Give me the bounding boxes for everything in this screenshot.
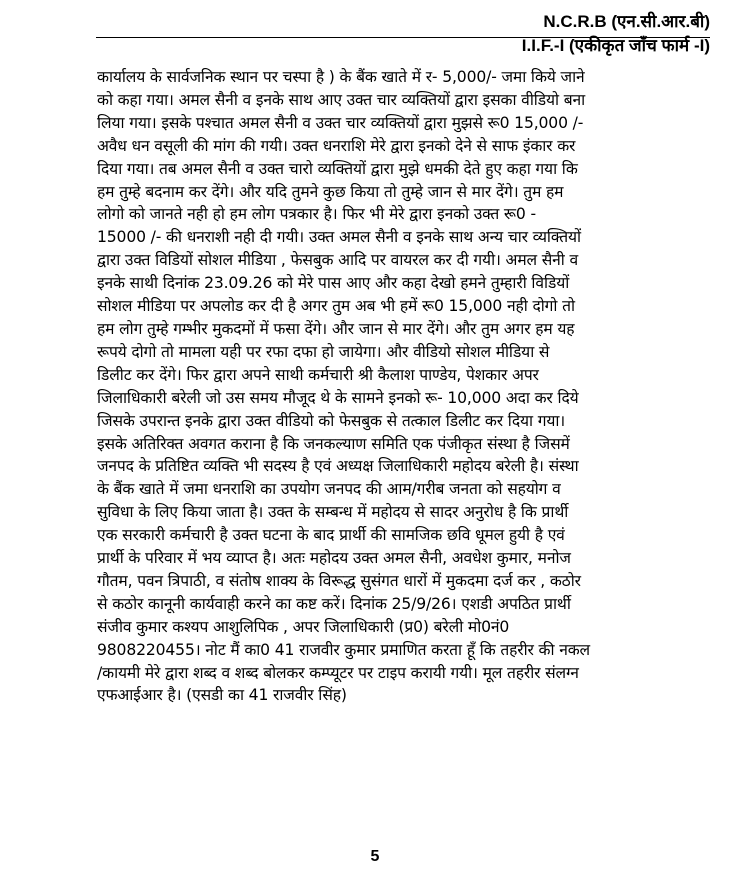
body-line: 9808220455। नोट मैं का0 41 राजवीर कुमार प्रमाणित करता हूँ कि तहरीर की नकल [97,640,590,659]
body-line: डिलीट कर देंगे। फिर द्वारा अपने साथी कर्मचारी श्री कैलाश पाण्डेय, पेशकार अपर [97,365,539,384]
body-line: गौतम, पवन त्रिपाठी, व संतोष शाक्य के विरूद्ध सुसंगत धारों में मुकदमा दर्ज कर , कठोर [97,571,581,590]
header-divider [96,37,710,38]
body-line: संजीव कुमार कश्यप आशुलिपिक , अपर जिलाधिकारी (प्र0) बरेली मो0नं0 [97,617,510,636]
body-line: जिसके उपरान्त इनके द्वारा उक्त वीडियो को फेसबुक से तत्काल डिलीट कर दिया गया। [97,411,566,430]
body-line: सोशल मीडिया पर अपलोड कर दी है अगर तुम अब भी हमें रू0 15,000 नही दोगो तो [97,297,575,316]
header-iif: I.I.F.-I (एकीकृत जाँच फार्म -I) [521,36,710,55]
body-line: /कायमी मेरे द्वारा शब्द व शब्द बोलकर कम्प्यूटर पर टाइप करायी गयी। मूल तहरीर संलग्न [97,663,579,682]
body-line: लिया गया। इसके पश्चात अमल सैनी व उक्त चार व्यक्तियों द्वारा मुझसे रू0 15,000 /- [97,113,584,132]
body-text [97,66,697,707]
body-line: एफआईआर है। (एसडी का 41 राजवीर सिंह) [97,686,347,705]
body-line: हम तुम्हे बदनाम कर देंगे। और यदि तुमने कुछ किया तो तुम्हे जान से मार देंगे। तुम हम [97,182,564,201]
page-number: 5 [370,848,380,865]
body-line: के बैंक खाते में जमा धनराशि का उपयोग जनपद की आम/गरीब जनता को सहयोग व [97,480,561,499]
body-line: सुविधा के लिए किया जाता है। उक्त के सम्बन्ध में महोदय से सादर अनुरोध है कि प्रार्थी [97,503,569,522]
form-header [522,10,710,58]
body-line: लोगो को जानते नही हो हम लोग पत्रकार है। फिर भी मेरे द्वारा इनको उक्त रू0 - [97,205,536,224]
body-line: को कहा गया। अमल सैनी व इनके साथ आए उक्त चार व्यक्तियों द्वारा इसका वीडियो बना [97,90,586,109]
header-ncrb: N.C.R.B (एन.सी.आर.बी) [543,12,710,31]
body-line: इनके साथी दिनांक 23.09.26 को मेरे पास आए और कहा देखो हमने तुम्हारी विडियों [97,274,570,293]
body-line: अवैध धन वसूली की मांग की गयी। उक्त धनराशि मेरे द्वारा इनको देने से साफ इंकार कर [97,136,576,155]
body-line: कार्यालय के सार्वजनिक स्थान पर चस्पा है ) के बैंक खाते में र- 5,000/- जमा किये जाने [97,68,585,86]
body-line: द्वारा उक्त विडियों सोशल मीडिया , फेसबुक आदि पर वायरल कर दी गयी। अमल सैनी व [97,251,578,270]
body-line: रूपये दोगो तो मामला यही पर रफा दफा हो जायेगा। और वीडियो सोशल मीडिया से [97,342,550,361]
body-line: प्रार्थी के परिवार में भय व्याप्त है। अतः महोदय उक्त अमल सैनी, अवधेश कुमार, मनोज [97,549,571,568]
body-line: जनपद के प्रतिष्टित व्यक्ति भी सदस्य है एवं अध्यक्ष जिलाधिकारी महोदय बरेली है। संस्था [97,457,579,476]
body-line: 15000 /- की धनराशी नही दी गयी। उक्त अमल सैनी व इनके साथ अन्य चार व्यक्तियों [97,228,581,247]
body-line: दिया गया। तब अमल सैनी व उक्त चारो व्यक्तियों द्वारा मुझे धमकी देते हुए कहा गया कि [97,159,578,178]
body-line: से कठोर कानूनी कार्यवाही करने का कष्ट करें। दिनांक 25/9/26। एशडी अपठित प्रार्थी [97,594,571,613]
body-line: एक सरकारी कर्मचारी है उक्त घटना के बाद प्रार्थी की सामजिक छवि धूमल हुयी है एवं [97,526,565,545]
body-line: इसके अतिरिक्त अवगत कराना है कि जनकल्याण समिति एक पंजीकृत संस्था है जिसमें [97,434,570,453]
body-line: जिलाधिकारी बरेली जो उस समय मौजूद थे के सामने इनको रू- 10,000 अदा कर दिये [97,388,579,407]
body-line: हम लोग तुम्हे गम्भीर मुकदमों में फसा देंगे। और जान से मार देंगे। और तुम अगर हम यह [97,319,575,338]
